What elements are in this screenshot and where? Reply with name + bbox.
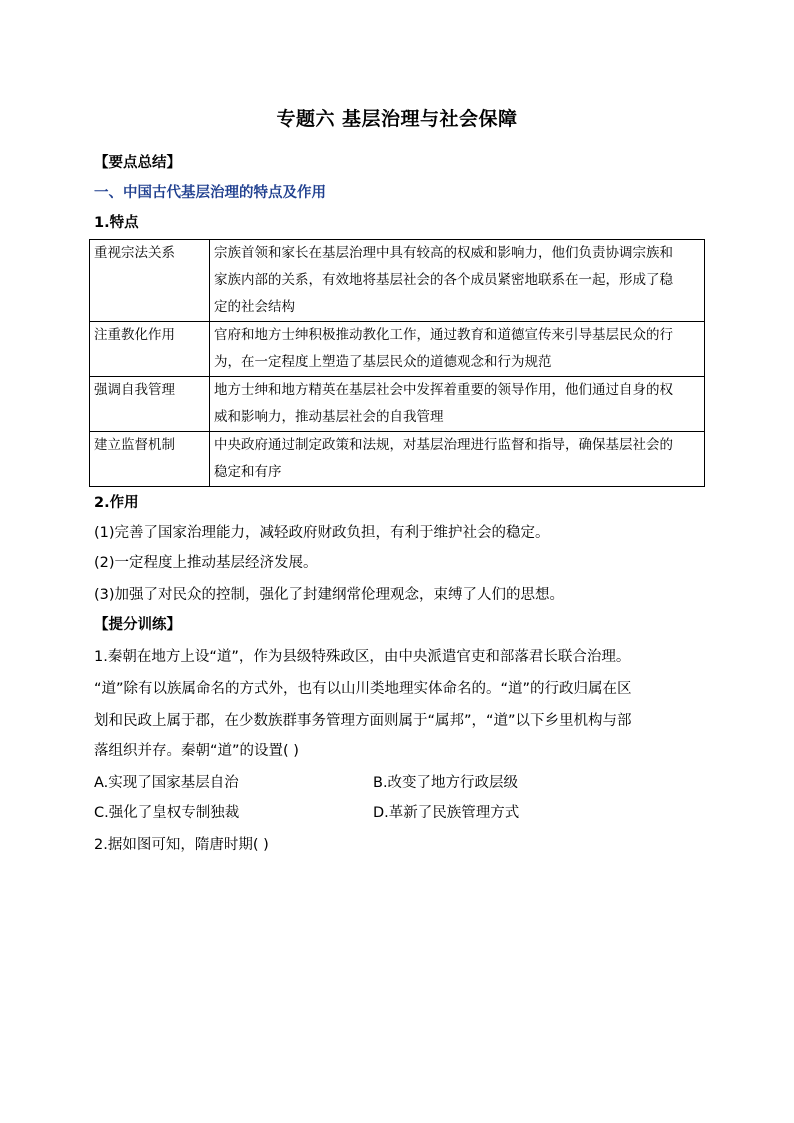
effect-item: (1)完善了国家治理能力，减轻政府财政负担，有利于维护社会的稳定。 xyxy=(94,525,550,541)
feature-desc-line: 定的社会结构 xyxy=(214,299,295,315)
feature-desc-line: 宗族首领和家长在基层治理中具有较高的权威和影响力，他们负责协调宗族和 xyxy=(214,245,673,261)
feature-key: 建立监督机制 xyxy=(90,432,210,487)
feature-desc-line: 地方士绅和地方精英在基层社会中发挥着重要的领导作用，他们通过自身的权 xyxy=(214,382,673,398)
feature-desc-line: 稳定和有序 xyxy=(214,464,282,480)
option-d: D.革新了民族管理方式 xyxy=(373,805,520,821)
feature-desc xyxy=(210,322,705,377)
effect-item: (3)加强了对民众的控制，强化了封建纲常伦理观念，束缚了人们的思想。 xyxy=(94,587,565,603)
features-table xyxy=(89,239,705,487)
feature-desc xyxy=(210,377,705,432)
feature-desc-line: 中央政府通过制定政策和法规，对基层治理进行监督和指导，确保基层社会的 xyxy=(214,437,673,453)
feature-key: 强调自我管理 xyxy=(90,377,210,432)
option-c: C.强化了皇权专制独裁 xyxy=(94,805,240,821)
option-a: A.实现了国家基层自治 xyxy=(94,775,239,791)
feature-key: 注重教化作用 xyxy=(90,322,210,377)
question-1-line: 1.秦朝在地方上设“道”，作为县级特殊政区，由中央派遣官吏和部落君长联合治理。 xyxy=(94,649,631,665)
option-b: B.改变了地方行政层级 xyxy=(373,775,519,791)
section-training-heading: 【提分训练】 xyxy=(94,617,181,633)
table-row xyxy=(90,377,705,432)
feature-desc-line: 家族内部的关系，有效地将基层社会的各个成员紧密地联系在一起，形成了稳 xyxy=(214,272,673,288)
question-2: 2.据如图可知，隋唐时期( ) xyxy=(94,837,269,853)
feature-desc xyxy=(210,432,705,487)
feature-desc xyxy=(210,240,705,322)
question-1-line: “道”除有以族属命名的方式外，也有以山川类地理实体命名的。“道”的行政归属在区 xyxy=(94,681,632,697)
feature-desc-line: 为，在一定程度上塑造了基层民众的道德观念和行为规范 xyxy=(214,354,552,370)
feature-desc-line: 威和影响力，推动基层社会的自我管理 xyxy=(214,409,444,425)
section-summary-heading: 【要点总结】 xyxy=(94,155,181,171)
feature-desc-line: 官府和地方士绅积极推动教化工作，通过教育和道德宣传来引导基层民众的行 xyxy=(214,327,673,343)
heading-one: 一、中国古代基层治理的特点及作用 xyxy=(94,185,326,201)
table-row xyxy=(90,240,705,322)
sub-heading-features: 1.特点 xyxy=(94,215,139,231)
table-row xyxy=(90,432,705,487)
effect-item: (2)一定程度上推动基层经济发展。 xyxy=(94,555,318,571)
feature-key: 重视宗法关系 xyxy=(90,240,210,322)
question-1-line: 划和民政上属于郡，在少数族群事务管理方面则属于“属邦”，“道”以下乡里机构与部 xyxy=(94,713,632,729)
question-1-line: 落组织并存。秦朝“道”的设置( ) xyxy=(94,743,299,759)
table-row xyxy=(90,322,705,377)
sub-heading-effects: 2.作用 xyxy=(94,495,139,511)
page-title: 专题六 基层治理与社会保障 xyxy=(276,108,518,130)
